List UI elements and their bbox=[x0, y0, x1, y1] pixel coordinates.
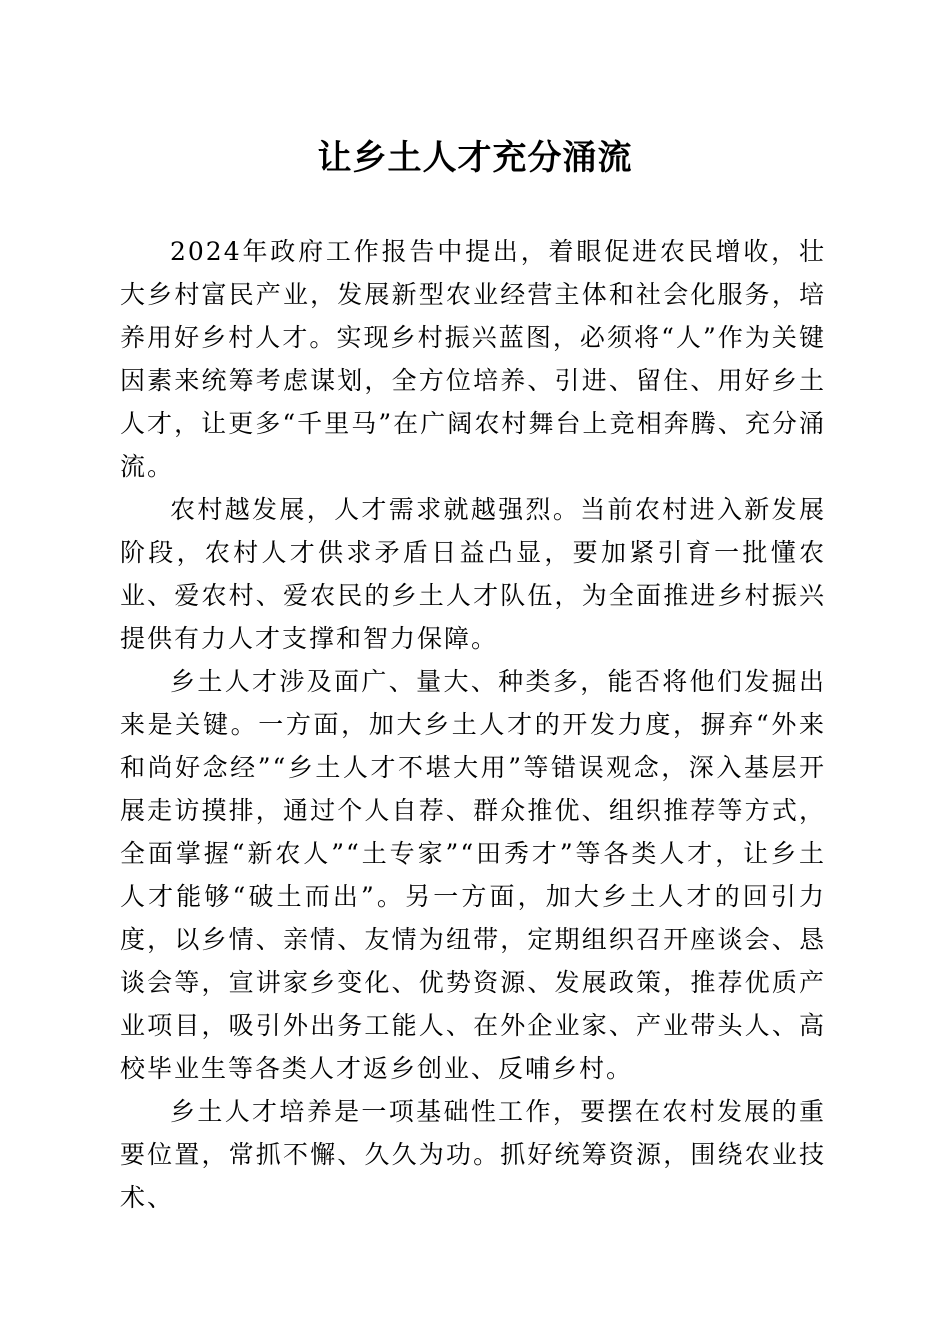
paragraph: 农村越发展，人才需求就越强烈。当前农村进入新发展阶段，农村人才供求矛盾日益凸显，要加紧引育一批懂农业、爱农村、爱农民的乡土人才队伍，为全面推进乡村振兴提供有力人才支撑和智力保障。 bbox=[120, 495, 826, 653]
paragraph: 乡土人才培养是一项基础性工作，要摆在农村发展的重要位置，常抓不懈、久久为功。抓好统筹资源，围绕农业技术、 bbox=[120, 1097, 826, 1212]
paragraph: 乡土人才涉及面广、量大、种类多，能否将他们发掘出来是关键。一方面，加大乡土人才的开发力度，摒弃“外来和尚好念经”“乡土人才不堪大用”等错误观念，深入基层开展走访摸排，通过个人自荐、群众推优、组织推荐等方式，全面掌握“新农人”“土专家”“田秀才”等各类人才，让乡土人才能够“破土而出”。另一方面，加大乡土人才的回引力度，以乡情、亲情、友情为纽带，定期组织召开座谈会、恳谈会等，宣讲家乡变化、优势资源、发展政策，推荐优质产业项目，吸引外出务工能人、在外企业家、产业带头人、高校毕业生等各类人才返乡创业、反哺乡村。 bbox=[120, 667, 826, 1083]
document-title: 让乡土人才充分涌流 bbox=[317, 138, 633, 178]
document-body bbox=[120, 230, 826, 1219]
paragraph: 2024年政府工作报告中提出，着眼促进农民增收，壮大乡村富民产业，发展新型农业经营主体和社会化服务，培养用好乡村人才。实现乡村振兴蓝图，必须将“人”作为关键因素来统筹考虑谋划，全方位培养、引进、留住、用好乡土人才，让更多“千里马”在广阔农村舞台上竞相奔腾、充分涌流。 bbox=[120, 237, 826, 481]
